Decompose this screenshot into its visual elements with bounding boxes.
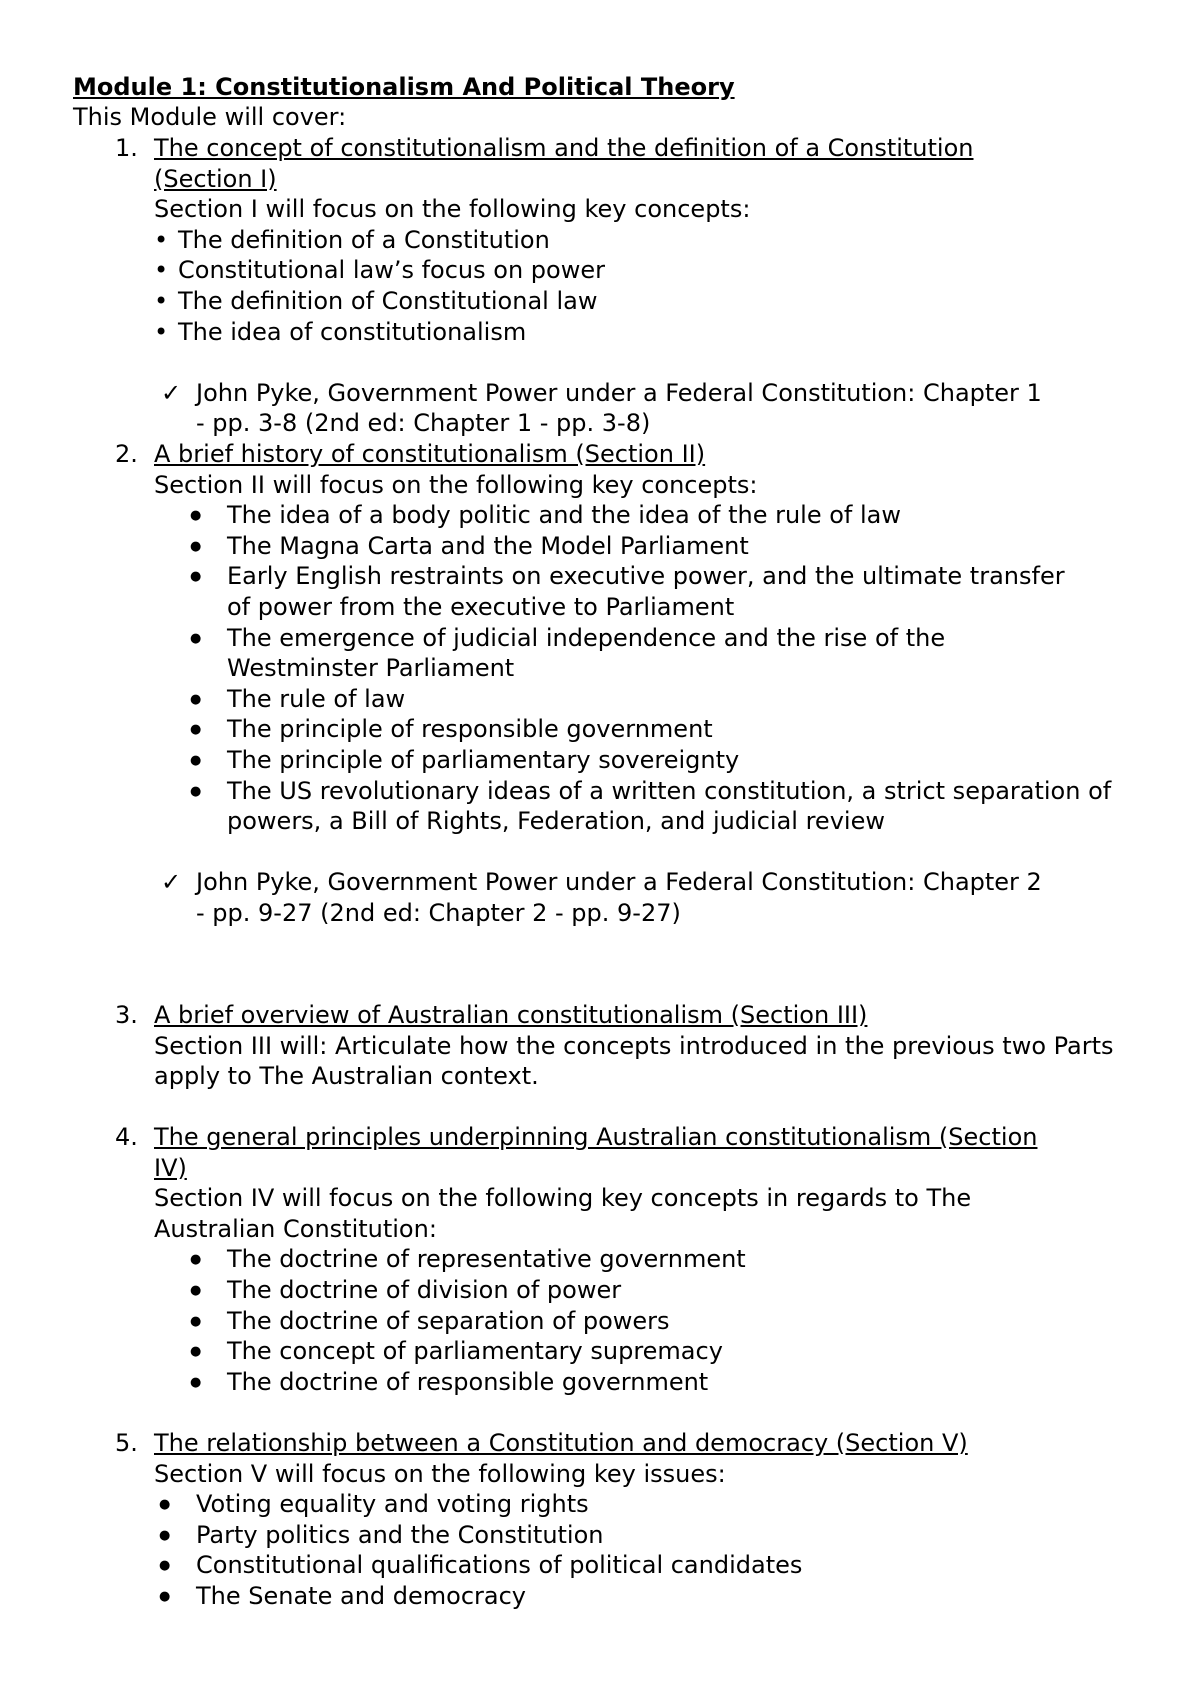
section-intro: Section V will focus on the following key issues: (154, 1459, 726, 1488)
section-number: 3. (115, 1001, 138, 1029)
list-item: ● The rule of law (154, 684, 1154, 715)
list-item: ● The emergence of judicial independence and the rise of the Westminster Parliament (154, 623, 1007, 684)
concept-list (154, 1244, 1054, 1397)
section-number: 5. (115, 1429, 138, 1457)
list-item: ● The doctrine of division of power (154, 1275, 1054, 1306)
reference-line: John Pyke, Government Power under a Federal Constitution: Chapter 1 (196, 378, 1042, 407)
checkmark-icon: ✓ (161, 378, 182, 407)
list-item: ● Constitutional qualifications of political candidates (154, 1550, 1154, 1581)
reference-line: - pp. 9-27 (2nd ed: Chapter 2 - pp. 9-27) (196, 898, 681, 927)
list-item: ● The doctrine of representative government (154, 1244, 1054, 1275)
section-heading: The relationship between a Constitution and democracy (Section V) (154, 1429, 968, 1457)
section-intro: Section II will focus on the following key concepts: (154, 470, 758, 499)
section-heading-cont: IV) (154, 1153, 187, 1182)
reference-line: - pp. 3-8 (2nd ed: Chapter 1 - pp. 3-8) (196, 409, 651, 438)
list-item: ● The Magna Carta and the Model Parliament (154, 531, 1154, 562)
section-number: 1. (115, 134, 138, 162)
section-heading: A brief overview of Australian constitutionalism (Section III) (154, 1001, 868, 1029)
list-item: ● Party politics and the Constitution (154, 1520, 1154, 1551)
reference-line: John Pyke, Government Power under a Federal Constitution: Chapter 2 (196, 868, 1042, 897)
list-item: • The definition of a Constitution (154, 225, 1154, 256)
list-item: ● The concept of parliamentary supremacy (154, 1336, 1054, 1367)
list-item: ● The US revolutionary ideas of a written constitution, a strict separation of powers, a Bill of Rights, Federation, and judicial review (154, 776, 1162, 837)
reading-reference (154, 378, 1154, 439)
module-intro: This Module will cover: (73, 103, 347, 131)
issue-list (154, 1489, 1154, 1611)
list-item: • The definition of Constitutional law (154, 286, 1154, 317)
section-intro: Section I will focus on the following key concepts: (154, 195, 751, 224)
list-item: ● The doctrine of separation of powers (154, 1306, 1054, 1337)
section-number: 4. (115, 1123, 138, 1151)
list-item: • The idea of constitutionalism (154, 317, 1154, 348)
section-number: 2. (115, 440, 138, 468)
concept-list (154, 500, 1154, 837)
list-item: ● The principle of responsible government (154, 714, 1154, 745)
list-item: ● The principle of parliamentary sovereignty (154, 745, 1154, 776)
section-intro: Section IV will focus on the following key concepts in regards to The Australian Constitution: (154, 1184, 972, 1243)
list-item: ● Voting equality and voting rights (154, 1489, 1154, 1520)
list-item: • Constitutional law’s focus on power (154, 255, 1154, 286)
section-heading: A brief history of constitutionalism (Section II) (154, 440, 706, 468)
list-item: ● The doctrine of responsible government (154, 1367, 1054, 1398)
checkmark-icon: ✓ (161, 868, 182, 897)
page-title: Module 1: Constitutionalism And Political Theory (73, 73, 735, 101)
section-intro: Section III will: Articulate how the concepts introduced in the previous two Parts apply to The Australian context. (154, 1031, 1114, 1091)
section-heading-cont: (Section I) (154, 164, 277, 193)
reading-reference (154, 867, 1154, 928)
concept-list (154, 225, 1154, 347)
list-item: ● Early English restraints on executive power, and the ultimate transfer of power from the executive to Parliament (154, 561, 1067, 622)
list-item: ● The Senate and democracy (154, 1581, 1154, 1612)
section-heading: The general principles underpinning Australian constitutionalism (Section (154, 1123, 1038, 1151)
section-heading: The concept of constitutionalism and the definition of a Constitution (154, 134, 974, 162)
list-item: ● The idea of a body politic and the idea of the rule of law (154, 500, 1154, 531)
